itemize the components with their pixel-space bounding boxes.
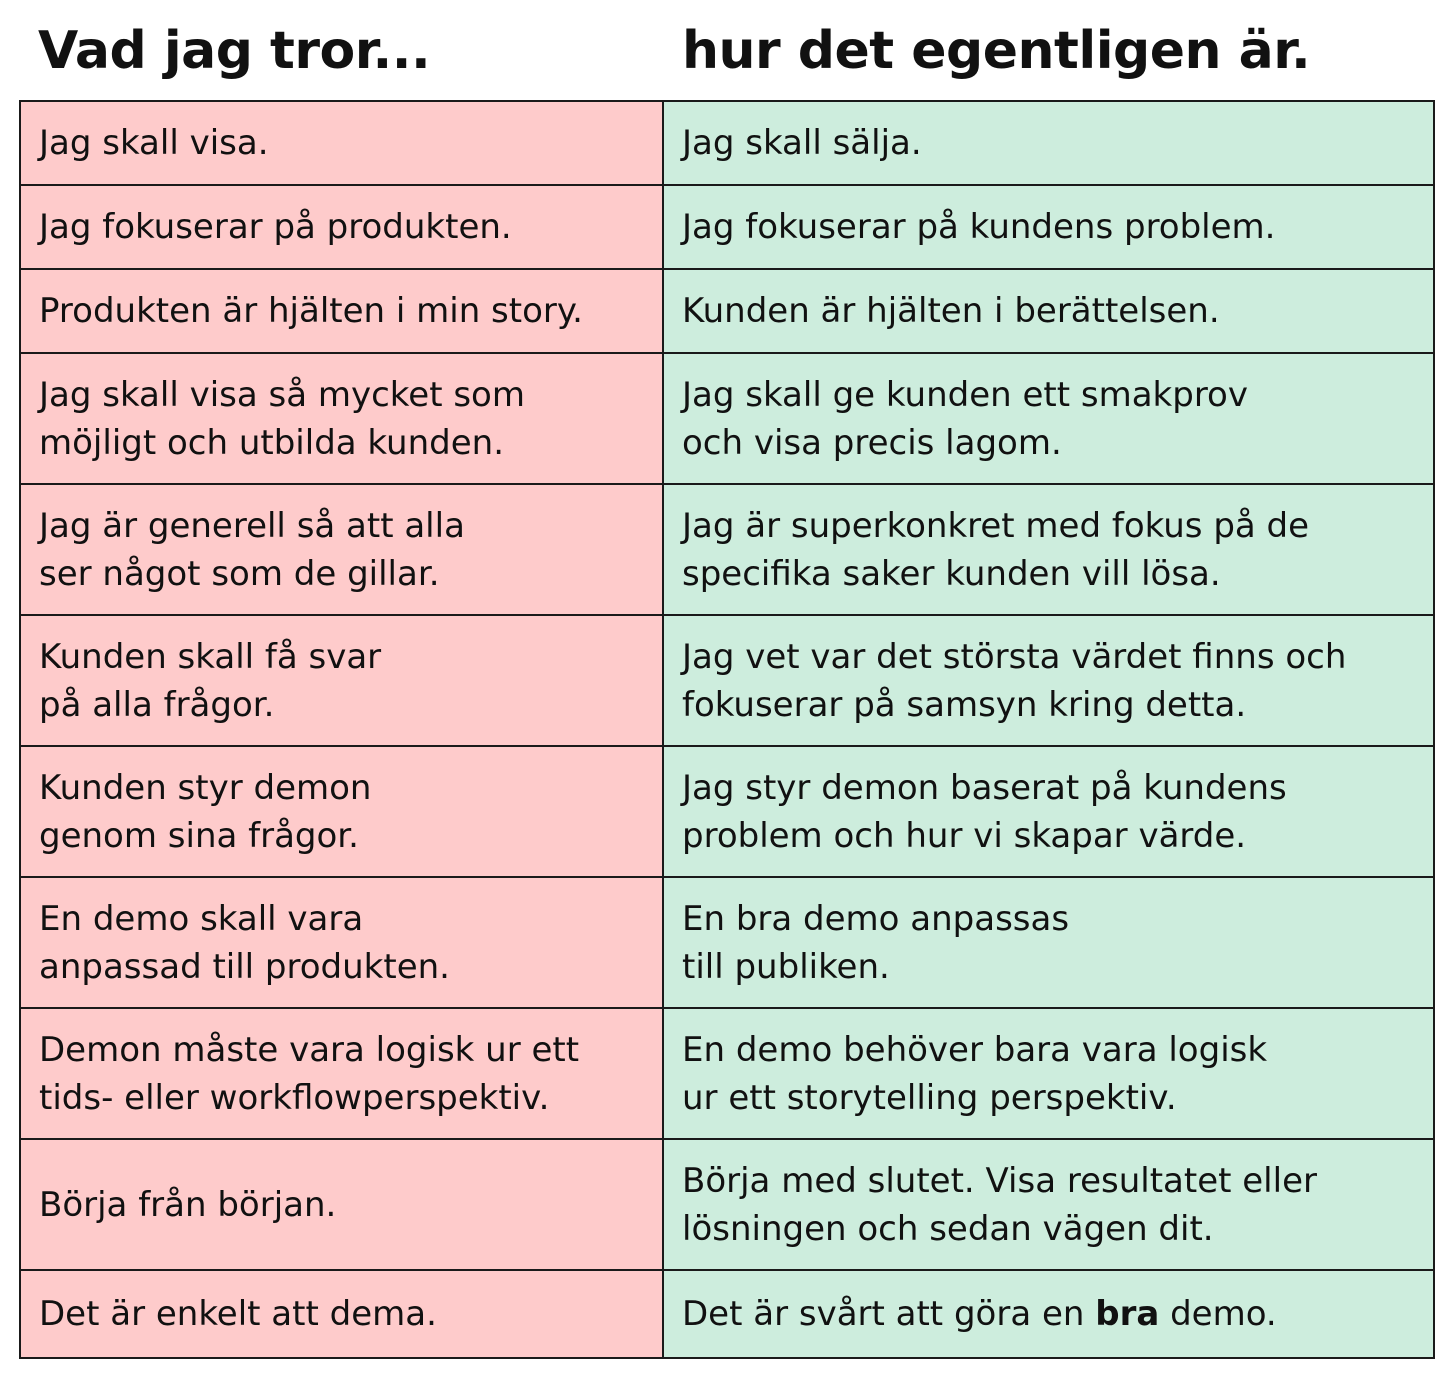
truth-cell: [663, 1270, 1434, 1358]
cell-text: specifika saker kunden vill lösa.: [682, 553, 1221, 594]
myth-cell: [20, 353, 663, 484]
truth-cell: [663, 746, 1434, 877]
myth-cell: [20, 746, 663, 877]
header-reality: hur det egentligen är.: [682, 21, 1311, 81]
myth-cell: [20, 1139, 663, 1270]
cell-text: genom sina frågor.: [39, 815, 359, 856]
cell-text: Jag fokuserar på produkten.: [39, 207, 512, 247]
cell-text: En demo skall vara: [39, 898, 364, 939]
cell-text: tids- eller workflowperspektiv.: [39, 1077, 550, 1118]
cell-text: En demo behöver bara vara logisk: [682, 1029, 1268, 1070]
header-myth: Vad jag tror...: [38, 21, 431, 81]
cell-text: och visa precis lagom.: [682, 422, 1062, 463]
cell-text: anpassad till produkten.: [39, 946, 450, 987]
cell-text-before: Det är svårt att göra en: [682, 1294, 1096, 1334]
cell-text: Jag vet var det största värdet finns och: [682, 636, 1347, 677]
cell-text: Produkten är hjälten i min story.: [39, 291, 583, 331]
cell-text: Det är enkelt att dema.: [39, 1294, 437, 1334]
emphasis-text: bra: [1095, 1294, 1160, 1334]
cell-text: fokuserar på samsyn kring detta.: [682, 684, 1247, 725]
cell-text: Jag skall ge kunden ett smakprov: [682, 374, 1248, 415]
myth-cell: [20, 269, 663, 353]
myth-cell: [20, 877, 663, 1008]
cell-text: Demon måste vara logisk ur ett: [39, 1029, 580, 1070]
truth-cell: [663, 615, 1434, 746]
truth-cell: [663, 353, 1434, 484]
myth-cell: [20, 615, 663, 746]
table-row: [20, 877, 1434, 1008]
truth-cell: [663, 269, 1434, 353]
table-row: [20, 269, 1434, 353]
table-row: [20, 615, 1434, 746]
myth-cell: [20, 185, 663, 269]
column-headers: [0, 0, 1456, 100]
cell-text: Jag skall visa så mycket som: [39, 374, 525, 415]
cell-text: Jag fokuserar på kundens problem.: [682, 207, 1276, 247]
truth-cell: [663, 185, 1434, 269]
cell-text: Jag skall visa.: [39, 123, 269, 163]
cell-text: lösningen och sedan vägen dit.: [682, 1208, 1214, 1249]
truth-cell: [663, 1008, 1434, 1139]
cell-text: till publiken.: [682, 946, 890, 987]
truth-cell: [663, 484, 1434, 615]
table-row: [20, 353, 1434, 484]
table-row: [20, 746, 1434, 877]
cell-text: Jag styr demon baserat på kundens: [682, 767, 1287, 808]
cell-text: möjligt och utbilda kunden.: [39, 422, 505, 463]
truth-cell: [663, 101, 1434, 185]
myth-cell: [20, 484, 663, 615]
cell-text: Jag är superkonkret med fokus på de: [682, 505, 1310, 546]
cell-text: Kunden styr demon: [39, 767, 372, 808]
table-row: [20, 1270, 1434, 1358]
comparison-table: [19, 100, 1435, 1359]
truth-cell: [663, 877, 1434, 1008]
myth-cell: [20, 1270, 663, 1358]
truth-cell: [663, 1139, 1434, 1270]
cell-text: Jag skall sälja.: [682, 123, 922, 163]
table-row: [20, 185, 1434, 269]
table-row: [20, 1008, 1434, 1139]
cell-text: Kunden skall få svar: [39, 636, 382, 677]
myth-cell: [20, 1008, 663, 1139]
table-row: [20, 1139, 1434, 1270]
cell-text-after: demo.: [1159, 1294, 1277, 1334]
cell-text: på alla frågor.: [39, 684, 275, 725]
table-row: [20, 484, 1434, 615]
cell-text: Börja med slutet. Visa resultatet eller: [682, 1160, 1317, 1201]
myth-cell: [20, 101, 663, 185]
cell-text: ser något som de gillar.: [39, 553, 440, 594]
cell-text: En bra demo anpassas: [682, 898, 1070, 939]
cell-text: ur ett storytelling perspektiv.: [682, 1077, 1177, 1118]
table-row: [20, 101, 1434, 185]
cell-text: [682, 1290, 1415, 1338]
cell-text: Kunden är hjälten i berättelsen.: [682, 291, 1220, 331]
cell-text: Börja från början.: [39, 1184, 337, 1225]
cell-text: Jag är generell så att alla: [39, 505, 465, 546]
cell-text: problem och hur vi skapar värde.: [682, 815, 1247, 856]
